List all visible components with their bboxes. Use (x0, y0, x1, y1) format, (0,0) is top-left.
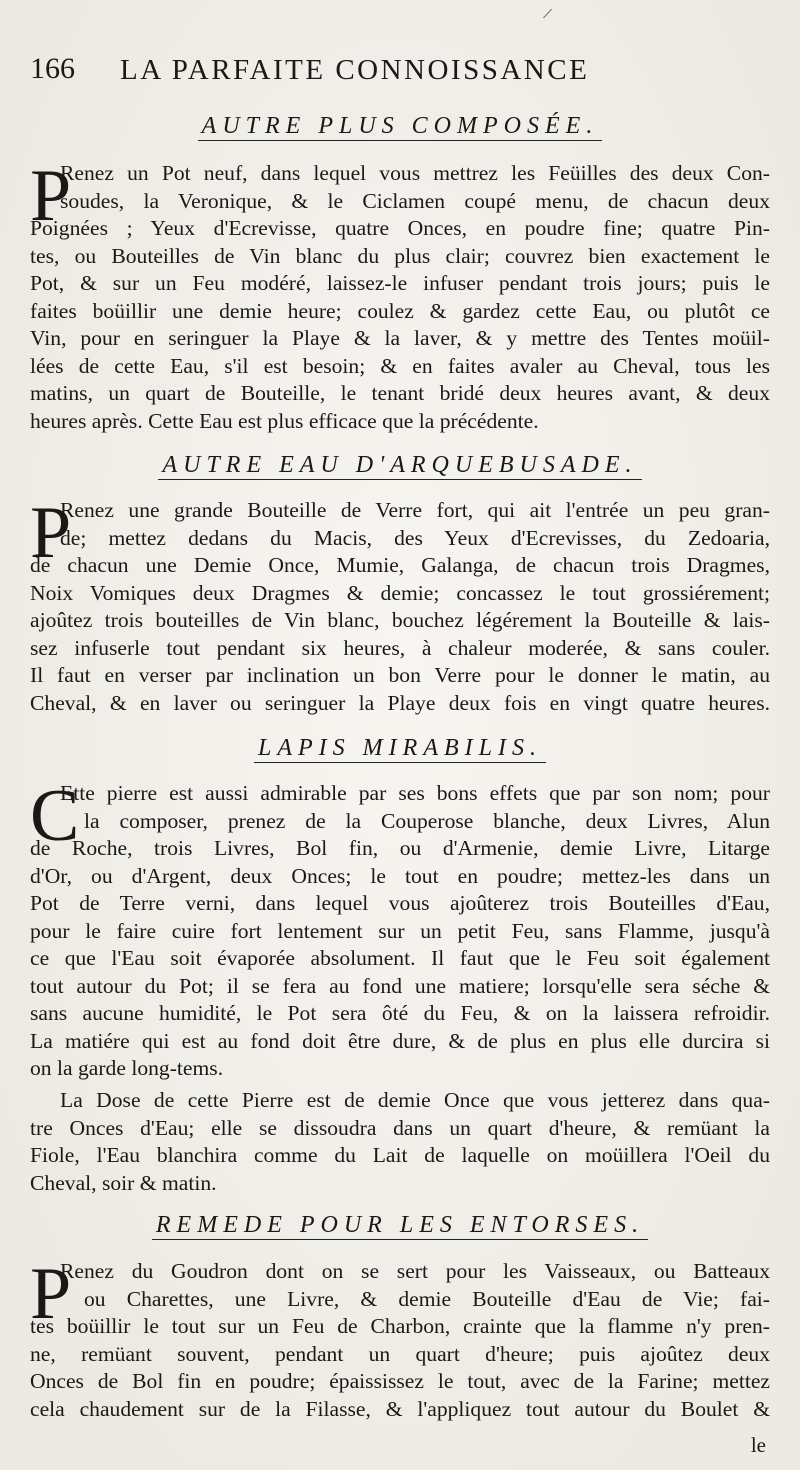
text-line: sans aucune humidité, le Pot sera ôté du Feu, & on la laissera refroidir. (30, 1001, 770, 1025)
drop-cap: C (30, 775, 80, 857)
catchword: le (750, 1433, 766, 1457)
text-line: heures après. Cette Eau est plus efficace que la précédente. (30, 408, 539, 433)
text-line: La Dose de cette Pierre est de demie Once que vous jetterez dans qua- (60, 1088, 770, 1112)
text-line: ne, remüant souvent, pendant un quart d'heure; puis ajoûtez deux (30, 1341, 770, 1366)
text-line: Renez du Goudron dont on se sert pour les Vaisseaux, ou Batteaux (60, 1259, 770, 1283)
text-line: ce que l'Eau soit évaporée absolument. Il faut que le Feu soit également (30, 946, 770, 970)
text-line: Pot, & sur un Feu modéré, laissez-le infuser pendant trois jours; puis le (30, 271, 770, 295)
paragraph (30, 492, 770, 717)
paragraph (30, 1253, 770, 1423)
section-heading: LAPIS MIRABILIS. (0, 735, 800, 762)
drop-cap: P (30, 1253, 72, 1335)
text-line: Renez une grande Bouteille de Verre fort, qui ait l'entrée un peu gran- (60, 498, 770, 522)
text-line: d'Or, ou d'Argent, deux Onces; le tout en poudre; mettez-les dans un (30, 863, 770, 888)
text-line: on la garde long-tems. (30, 1056, 224, 1080)
text-line: Cheval, & en laver ou seringuer la Playe deux fois en vingt quatre heures. (30, 690, 770, 715)
text-line: Poignées ; Yeux d'Ecrevisse, quatre Onces, en poudre fine; quatre Pin- (30, 216, 770, 240)
text-line: pour le faire cuire fort lentement sur un petit Feu, sans Flamme, jusqu'à (30, 918, 770, 943)
text-line: Renez un Pot neuf, dans lequel vous mettrez les Feüilles des deux Con- (60, 161, 770, 185)
paragraph (30, 1087, 770, 1197)
section-heading: AUTRE PLUS COMPOSÉE. (0, 113, 800, 140)
text-line: Onces de Bol fin en poudre; épaississez le tout, avec de la Farine; mettez (30, 1369, 770, 1393)
text-line: tout autour du Pot; il se fera au fond une matiere; lorsqu'elle sera séche & (30, 973, 770, 998)
text-line: La matiére qui est au fond doit être dure, & de plus en plus elle durcira si (30, 1028, 770, 1053)
drop-cap: P (30, 155, 72, 237)
text-line: lées de cette Eau, s'il est besoin; & en faites avaler au Cheval, tous les (30, 353, 770, 378)
text-line: de chacun une Demie Once, Mumie, Galanga, de chacun trois Dragmes, (30, 553, 770, 577)
paragraph (30, 775, 770, 1083)
text-line: Cheval, soir & matin. (30, 1170, 217, 1195)
text-line: Ette pierre est aussi admirable par ses bons effets que par son nom; pour (60, 781, 770, 805)
paragraph (30, 155, 770, 435)
text-line: tes, ou Bouteilles de Vin blanc du plus clair; couvrez bien exactement le (30, 243, 770, 268)
text-line: ajoûtez trois bouteilles de Vin blanc, bouchez légérement la Bouteille & lais- (30, 608, 770, 632)
text-line: matins, un quart de Bouteille, le tenant bridé deux heures avant, & deux (30, 381, 770, 405)
margin-mark: / (541, 5, 553, 23)
section-heading: AUTRE EAU D'ARQUEBUSADE. (0, 452, 800, 479)
page-number: 166 (30, 52, 75, 85)
text-line: la composer, prenez de la Couperose blanche, deux Livres, Alun (84, 808, 770, 833)
text-line: Pot de Terre verni, dans lequel vous ajoûterez trois Bouteilles d'Eau, (30, 891, 770, 915)
text-line: tre Onces d'Eau; elle se dissoudra dans un quart d'heure, & remüant la (30, 1115, 770, 1140)
text-line: Il faut en verser par inclination un bon Verre pour le donner le matin, au (30, 663, 770, 687)
page-header (30, 52, 770, 92)
running-title: LA PARFAITE CONNOISSANCE (120, 54, 590, 86)
section-heading: REMEDE POUR LES ENTORSES. (0, 1212, 800, 1239)
text-line: Noix Vomiques deux Dragmes & demie; concassez le tout grossiérement; (30, 580, 770, 605)
text-line: Vin, pour en seringuer la Playe & la laver, & y mettre des Tentes moüil- (30, 326, 770, 350)
text-line: Fiole, l'Eau blanchira comme du Lait de laquelle on moüillera l'Oeil du (30, 1143, 770, 1167)
text-line: cela chaudement sur de la Filasse, & l'appliquez tout autour du Boulet & (30, 1396, 770, 1421)
text-line: de; mettez dedans du Macis, des Yeux d'Ecrevisses, du Zedoaria, (60, 525, 770, 550)
text-line: faites boüillir une demie heure; coulez & gardez cette Eau, ou plutôt ce (30, 298, 770, 323)
text-line: de Roche, trois Livres, Bol fin, ou d'Armenie, demie Livre, Litarge (30, 836, 770, 860)
drop-cap: P (30, 492, 72, 574)
text-line: sez infuserle tout pendant six heures, à chaleur moderée, & sans couler. (30, 635, 770, 660)
text-line: soudes, la Veronique, & le Ciclamen coupé menu, de chacun deux (60, 188, 770, 213)
text-line: ou Charettes, une Livre, & demie Bouteille d'Eau de Vie; fai- (84, 1286, 770, 1311)
text-line: tes boüillir le tout sur un Feu de Charbon, crainte que la flamme n'y pren- (30, 1314, 770, 1338)
